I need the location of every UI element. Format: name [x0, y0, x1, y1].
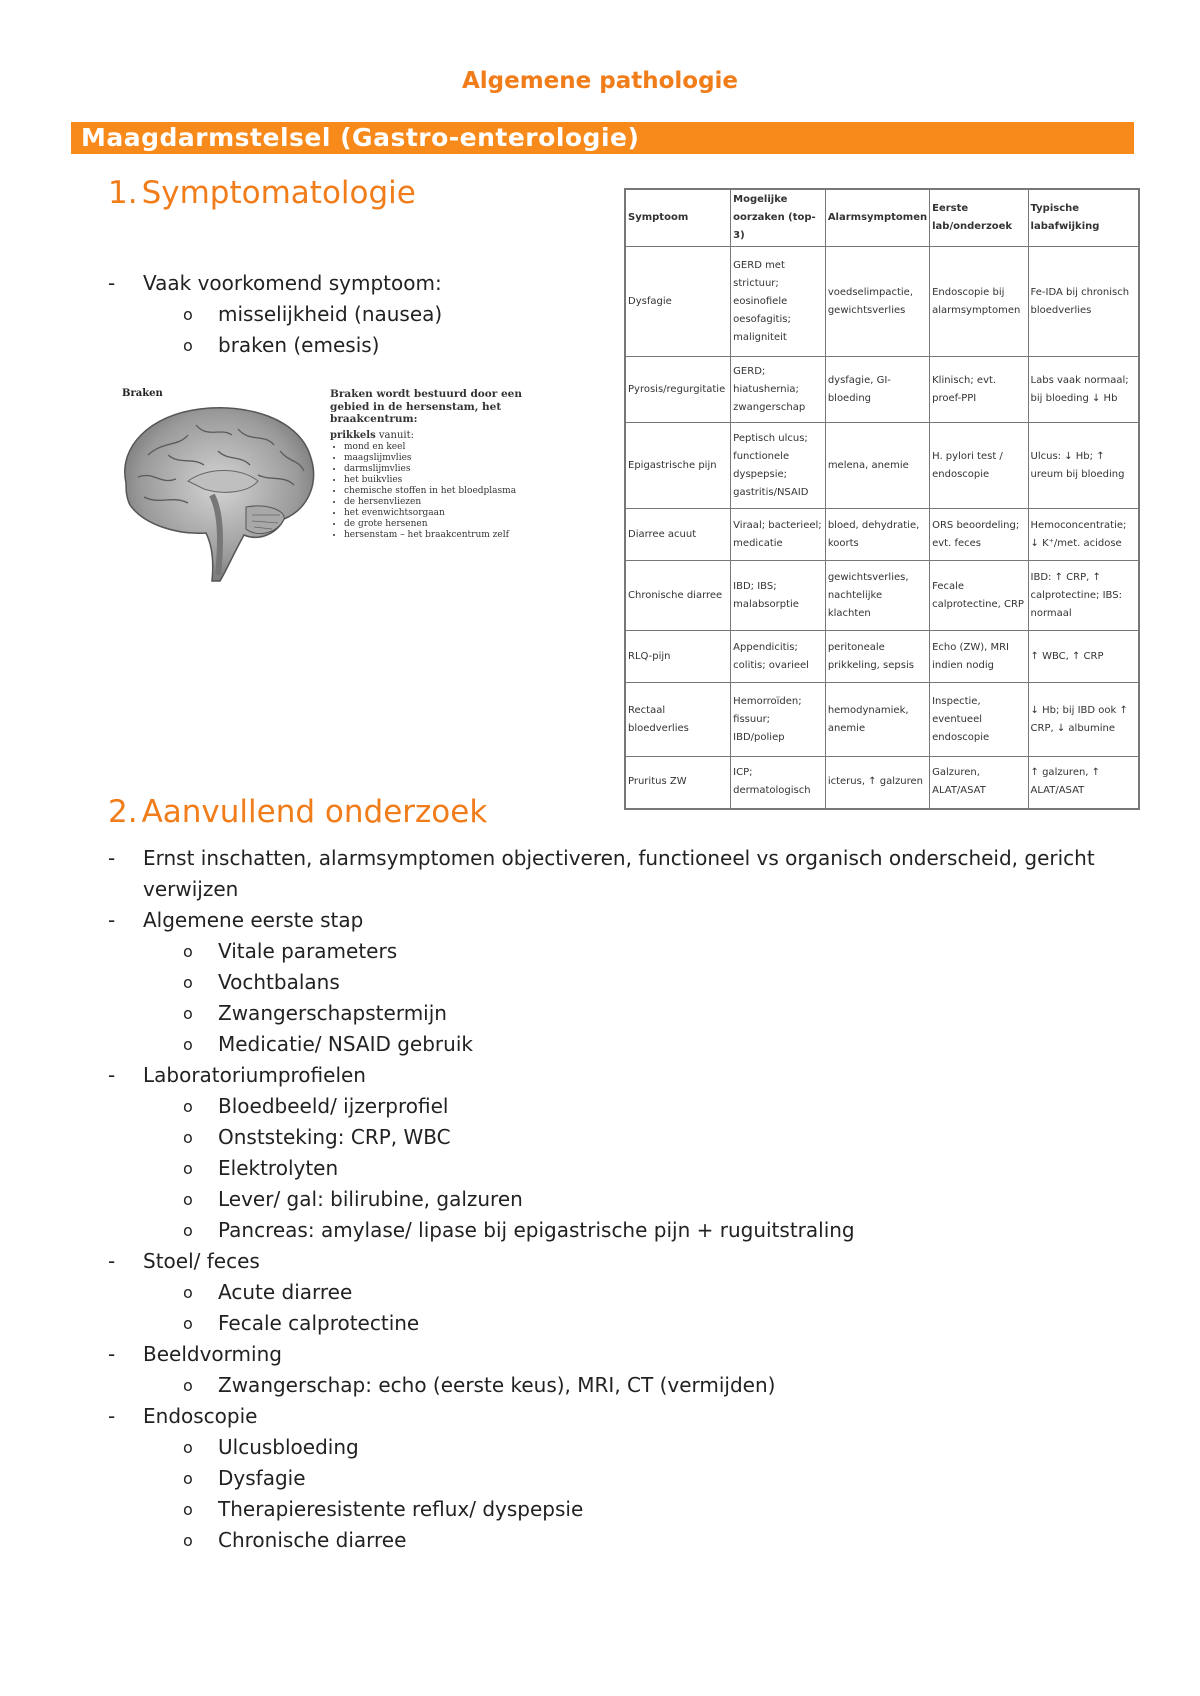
table-row [625, 561, 1139, 631]
table-cell: Epigastrische pijn [625, 423, 731, 509]
braken-figure-subheading [330, 430, 530, 443]
table-cell: IBD: ↑ CRP, ↑ calprotectine; IBS: normaal [1028, 561, 1139, 631]
page-title: Algemene pathologie [461, 68, 739, 94]
table-cell: Ulcus: ↓ Hb; ↑ ureum bij bloeding [1028, 423, 1139, 509]
list-item-text: Onststeking: CRP, WBC [218, 1125, 451, 1149]
list-item-text: Elektrolyten [218, 1156, 339, 1180]
list-item [108, 843, 1148, 905]
table-cell: Fe-IDA bij chronisch bloedverlies [1028, 247, 1139, 357]
list-item-text: Vochtbalans [218, 970, 340, 994]
table-body [625, 247, 1139, 809]
list-item [108, 936, 1148, 967]
table-cell: Chronische diarree [625, 561, 731, 631]
list-item [108, 1029, 1148, 1060]
list-item [108, 998, 1148, 1029]
list-item [108, 1463, 1148, 1494]
circle-bullet-icon: o [183, 1128, 193, 1147]
list-item-text: Fecale calprotectine [218, 1311, 420, 1335]
table-cell: Dysfagie [625, 247, 731, 357]
table-cell: GERD met strictuur; eosinofiele oesofagitis; maligniteit [731, 247, 826, 357]
dash-bullet-icon: - [108, 1249, 116, 1273]
section-heading-symptomatologie [108, 173, 416, 213]
dash-bullet-icon: - [108, 1063, 116, 1087]
list-item [108, 1432, 1148, 1463]
circle-bullet-icon: o [183, 942, 193, 961]
braken-stimulus-item: • darmslijmvlies [344, 464, 530, 475]
circle-bullet-icon: o [183, 1531, 193, 1550]
symptom-table [624, 188, 1140, 810]
circle-bullet-icon: o [183, 1500, 193, 1519]
table-cell: peritoneale prikkeling, sepsis [825, 631, 929, 683]
list-item-text: braken (emesis) [218, 333, 380, 357]
dash-bullet-icon: - [108, 1342, 116, 1366]
prikkels-label: prikkels [330, 429, 376, 441]
table-cell: dysfagie, GI-bloeding [825, 357, 929, 423]
list-item-text: Ernst inschatten, alarmsymptomen objectiveren, functioneel vs organisch onderscheid, gericht verwijzen [143, 846, 1095, 901]
braken-stimulus-item: • het evenwichtsorgaan [344, 508, 530, 519]
list-item [108, 905, 1148, 936]
table-cell: ↑ galzuren, ↑ ALAT/ASAT [1028, 757, 1139, 809]
table-cell: ↑ WBC, ↑ CRP [1028, 631, 1139, 683]
braken-stimulus-item: • maagslijmvlies [344, 453, 530, 464]
dash-bullet-icon: - [108, 271, 116, 295]
braken-figure [108, 385, 528, 585]
table-cell: H. pylori test / endoscopie [930, 423, 1028, 509]
table-cell: hemodynamiek, anemie [825, 683, 929, 757]
table-row [625, 683, 1139, 757]
list-item-text: Therapieresistente reflux/ dyspepsie [218, 1497, 584, 1521]
list-item [108, 268, 578, 299]
braken-stimulus-item: • het buikvlies [344, 475, 530, 486]
list-item-text: Zwangerschapstermijn [218, 1001, 447, 1025]
circle-bullet-icon: o [183, 1035, 193, 1054]
table-cell: Viraal; bacterieel; medicatie [731, 509, 826, 561]
table-cell: Pruritus ZW [625, 757, 731, 809]
braken-stimulus-item: • hersenstam – het braakcentrum zelf [344, 530, 530, 541]
circle-bullet-icon: o [183, 1097, 193, 1116]
list-item [108, 299, 578, 330]
list-item-text: Vitale parameters [218, 939, 398, 963]
list-item-text: Chronische diarree [218, 1528, 407, 1552]
list-item-text: Algemene eerste stap [143, 908, 364, 932]
list-item-text: Acute diarree [218, 1280, 353, 1304]
section-title: Aanvullend onderzoek [141, 794, 488, 830]
circle-bullet-icon: o [183, 1376, 193, 1395]
table-cell: gewichtsverlies, nachtelijke klachten [825, 561, 929, 631]
table-row [625, 509, 1139, 561]
vanuit-label: vanuit: [375, 429, 414, 441]
list-item [108, 1060, 1148, 1091]
section-header-bar: Maagdarmstelsel (Gastro-enterologie) [71, 122, 1134, 154]
list-item-text: Bloedbeeld/ ijzerprofiel [218, 1094, 449, 1118]
list-item-text: Dysfagie [218, 1466, 306, 1490]
circle-bullet-icon: o [183, 973, 193, 992]
circle-bullet-icon: o [183, 1221, 193, 1240]
dash-bullet-icon: - [108, 1404, 116, 1428]
list-item-text: Laboratoriumprofielen [143, 1063, 366, 1087]
table-cell: ↓ Hb; bij IBD ook ↑ CRP, ↓ albumine [1028, 683, 1139, 757]
braken-stimulus-item: • chemische stoffen in het bloedplasma [344, 486, 530, 497]
braken-stimulus-item: • de hersenvliezen [344, 497, 530, 508]
list-item-text: Vaak voorkomend symptoom: [143, 271, 442, 295]
circle-bullet-icon: o [183, 1314, 193, 1333]
section-number: 2. [108, 794, 138, 830]
braken-figure-text [330, 388, 530, 541]
list-item-text: Endoscopie [143, 1404, 258, 1428]
list-item [108, 330, 578, 361]
table-cell: bloed, dehydratie, koorts [825, 509, 929, 561]
table-row [625, 357, 1139, 423]
list-item-text: misselijkheid (nausea) [218, 302, 443, 326]
table-cell: Inspectie, eventueel endoscopie [930, 683, 1028, 757]
braken-stimulus-item: • de grote hersenen [344, 519, 530, 530]
brain-illustration-icon [108, 385, 323, 585]
table-cell: voedselimpactie, gewichtsverlies [825, 247, 929, 357]
table-cell: Endoscopie bij alarmsymptomen [930, 247, 1028, 357]
table-row [625, 423, 1139, 509]
list-item [108, 1370, 1148, 1401]
list-item-text: Zwangerschap: echo (eerste keus), MRI, CT (vermijden) [218, 1373, 776, 1397]
braken-figure-heading: Braken wordt bestuurd door een gebied in de hersenstam, het braakcentrum: [330, 388, 522, 425]
table-cell: GERD; hiatushernia; zwangerschap [731, 357, 826, 423]
circle-bullet-icon: o [183, 1438, 193, 1457]
list-item [108, 1122, 1148, 1153]
table-cell: Labs vaak normaal; bij bloeding ↓ Hb [1028, 357, 1139, 423]
table-header-cell: Alarmsymptomen [825, 189, 929, 247]
symptom-list [108, 268, 578, 361]
section-heading-aanvullend-onderzoek [108, 792, 487, 832]
dash-bullet-icon: - [108, 908, 116, 932]
list-item [108, 1246, 1148, 1277]
table-header-cell: Typische labafwijking [1028, 189, 1139, 247]
circle-bullet-icon: o [183, 1004, 193, 1023]
table-cell: Diarree acuut [625, 509, 731, 561]
table-row [625, 757, 1139, 809]
list-item [108, 1308, 1148, 1339]
list-item [108, 1091, 1148, 1122]
circle-bullet-icon: o [183, 336, 193, 355]
table-cell: icterus, ↑ galzuren [825, 757, 929, 809]
table-cell: melena, anemie [825, 423, 929, 509]
table-cell: Hemoconcentratie; ↓ K⁺/met. acidose [1028, 509, 1139, 561]
table-cell: Hemorroïden; fissuur; IBD/poliep [731, 683, 826, 757]
table-row [625, 247, 1139, 357]
table-cell: Fecale calprotectine, CRP [930, 561, 1028, 631]
circle-bullet-icon: o [183, 305, 193, 324]
list-item [108, 1277, 1148, 1308]
circle-bullet-icon: o [183, 1190, 193, 1209]
list-item [108, 1525, 1148, 1556]
list-item-text: Lever/ gal: bilirubine, galzuren [218, 1187, 523, 1211]
braken-stimulus-item: • mond en keel [344, 442, 530, 453]
table-cell: Echo (ZW), MRI indien nodig [930, 631, 1028, 683]
section-number: 1. [108, 175, 138, 211]
list-item [108, 1215, 1148, 1246]
list-item [108, 1184, 1148, 1215]
braken-stimuli-list [330, 442, 530, 541]
list-item-text: Pancreas: amylase/ lipase bij epigastrische pijn + ruguitstraling [218, 1218, 855, 1242]
table-header-cell: Mogelijke oorzaken (top-3) [731, 189, 826, 247]
table-header-row [625, 189, 1139, 247]
table-cell: IBD; IBS; malabsorptie [731, 561, 826, 631]
table-row [625, 631, 1139, 683]
table-cell: Klinisch; evt. proef-PPI [930, 357, 1028, 423]
table-header-cell: Symptoom [625, 189, 731, 247]
table-cell: ICP; dermatologisch [731, 757, 826, 809]
onderzoek-list [108, 843, 1148, 1556]
list-item [108, 967, 1148, 998]
dash-bullet-icon: - [108, 846, 116, 870]
circle-bullet-icon: o [183, 1159, 193, 1178]
list-item [108, 1494, 1148, 1525]
list-item [108, 1401, 1148, 1432]
list-item [108, 1339, 1148, 1370]
circle-bullet-icon: o [183, 1283, 193, 1302]
list-item [108, 1153, 1148, 1184]
braken-figure-title: Braken [122, 388, 163, 399]
list-item-text: Medicatie/ NSAID gebruik [218, 1032, 473, 1056]
list-item-text: Beeldvorming [143, 1342, 282, 1366]
table-cell: ORS beoordeling; evt. feces [930, 509, 1028, 561]
table-cell: Appendicitis; colitis; ovarieel [731, 631, 826, 683]
table-cell: Pyrosis/regurgitatie [625, 357, 731, 423]
list-item-text: Ulcusbloeding [218, 1435, 359, 1459]
table-cell: RLQ-pijn [625, 631, 731, 683]
section-title: Symptomatologie [141, 175, 416, 211]
table-cell: Rectaal bloedverlies [625, 683, 731, 757]
circle-bullet-icon: o [183, 1469, 193, 1488]
table-header-cell: Eerste lab/onderzoek [930, 189, 1028, 247]
list-item-text: Stoel/ feces [143, 1249, 260, 1273]
table-cell: Galzuren, ALAT/ASAT [930, 757, 1028, 809]
table-cell: Peptisch ulcus; functionele dyspepsie; gastritis/NSAID [731, 423, 826, 509]
